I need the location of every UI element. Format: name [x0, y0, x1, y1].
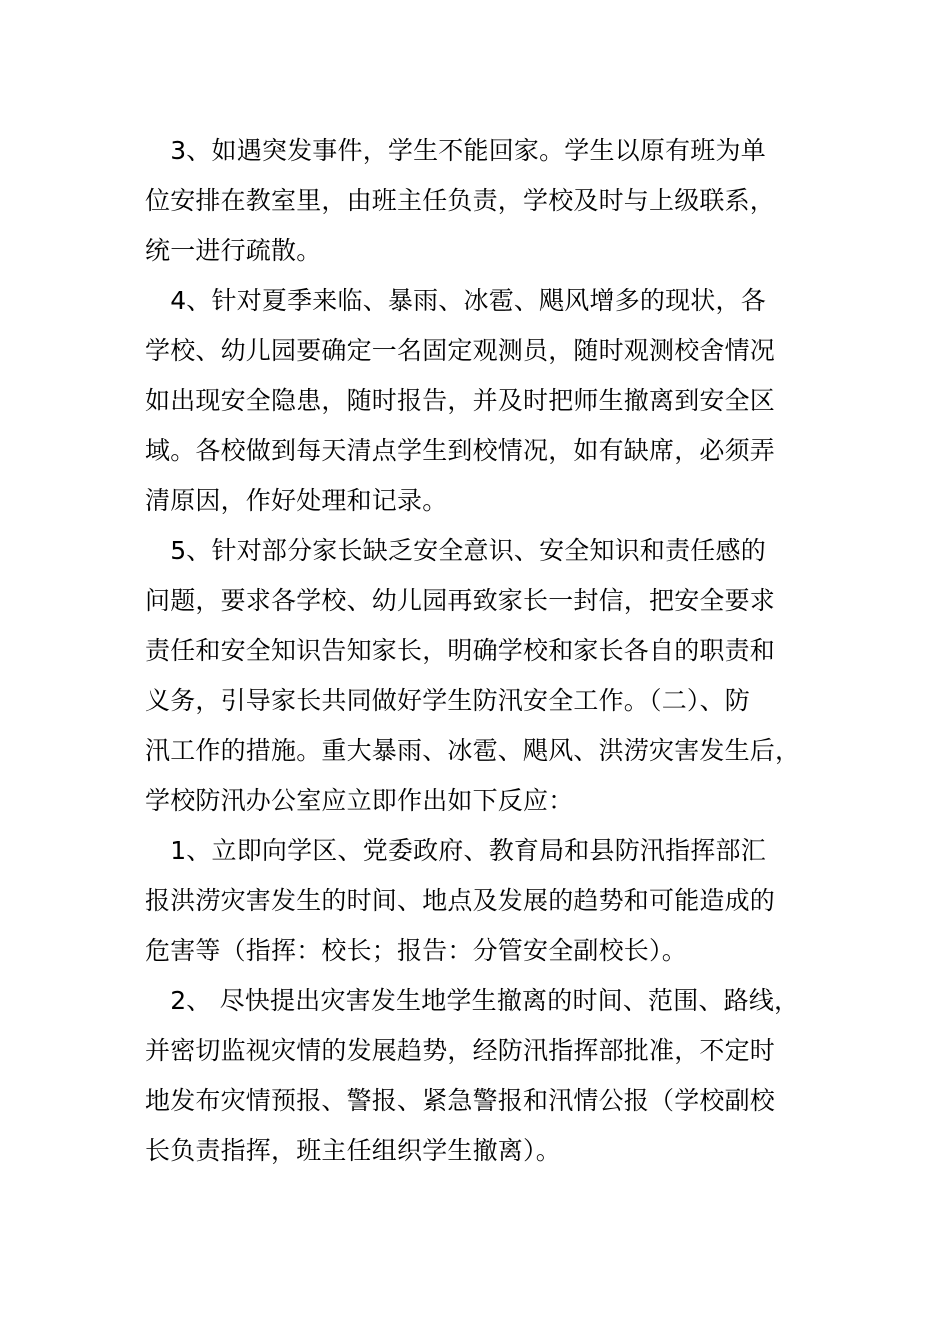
text-line: 5、针对部分家长缺乏安全意识、安全知识和责任感的 — [145, 536, 766, 565]
text-line: 学校防汛办公室应立即作出如下反应： — [145, 786, 574, 815]
text-line: 位安排在教室里，由班主任负责，学校及时与上级联系， — [145, 186, 776, 215]
text-line: 4、针对夏季来临、暴雨、冰雹、飓风增多的现状，各 — [145, 286, 766, 315]
text-line: 2、 尽快提出灾害发生地学生撤离的时间、范围、路线， — [145, 986, 800, 1015]
text-line: 报洪涝灾害发生的时间、地点及发展的趋势和可能造成的 — [145, 886, 776, 915]
text-line: 问题，要求各学校、幼儿园再致家长一封信，把安全要求 — [145, 586, 776, 615]
paragraph-measure-1-report — [145, 826, 835, 976]
document-body — [145, 126, 835, 1176]
text-line: 1、立即向学区、党委政府、教育局和县防汛指挥部汇 — [145, 836, 766, 865]
text-line: 3、如遇突发事件，学生不能回家。学生以原有班为单 — [145, 136, 766, 165]
text-line: 学校、幼儿园要确定一名固定观测员，随时观测校舍情况 — [145, 336, 776, 365]
text-line: 义务，引导家长共同做好学生防汛安全工作。（二）、防 — [145, 686, 751, 715]
text-line: 汛工作的措施。重大暴雨、冰雹、飓风、洪涝灾害发生后， — [145, 736, 801, 765]
paragraph-item-3-evacuation-classroom — [145, 126, 835, 276]
text-line: 长负责指挥，班主任组织学生撤离）。 — [145, 1136, 561, 1165]
text-line: 地发布灾情预报、警报、紧急警报和汛情公报（学校副校 — [145, 1086, 776, 1115]
paragraph-item-5-parents-letter — [145, 526, 835, 826]
text-line: 并密切监视灾情的发展趋势，经防汛指挥部批准，不定时 — [145, 1036, 776, 1065]
text-line: 如出现安全隐患，随时报告，并及时把师生撤离到安全区 — [145, 386, 776, 415]
text-line: 统一进行疏散。 — [145, 236, 322, 265]
text-line: 域。各校做到每天清点学生到校情况，如有缺席，必须弄 — [145, 436, 776, 465]
text-line: 责任和安全知识告知家长，明确学校和家长各自的职责和 — [145, 636, 776, 665]
paragraph-measure-2-evacuation-plan — [145, 976, 835, 1176]
text-line: 危害等（指挥：校长；报告：分管安全副校长）。 — [145, 936, 687, 965]
text-line: 清原因，作好处理和记录。 — [145, 486, 448, 515]
paragraph-item-4-observer — [145, 276, 835, 526]
